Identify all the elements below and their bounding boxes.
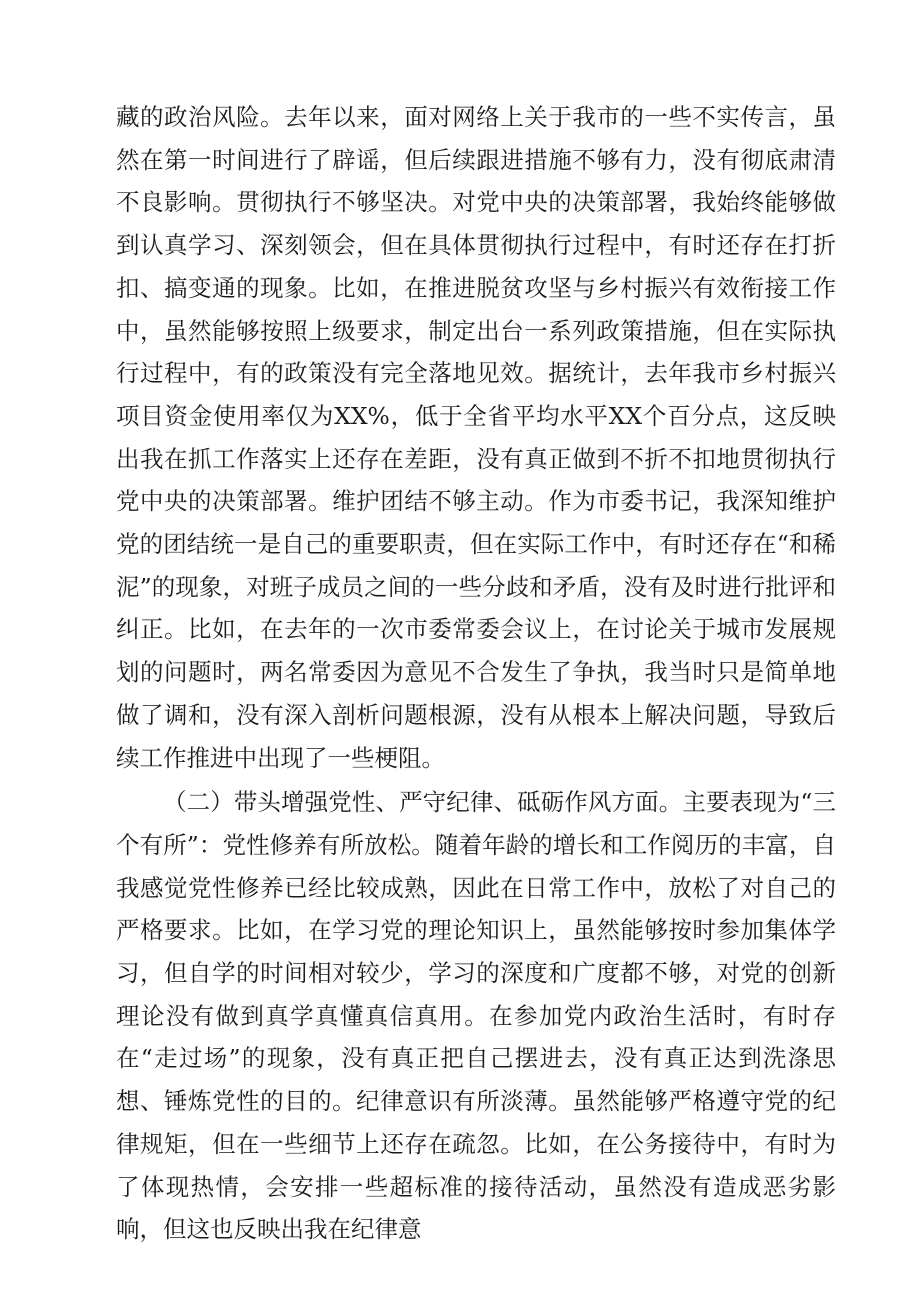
document-page (116, 96, 836, 1251)
paragraph-section-two: （二）带头增强党性、严守纪律、砥砺作风方面。主要表现为“三个有所”：党性修养有所放松。随着年龄的增长和工作阅历的丰富，自我感觉党性修养已经比较成熟，因此在日常工作中，放松了对自己的严格要求。比如，在学习党的理论知识上，虽然能够按时参加集体学习，但自学的时间相对较少，学习的深度和广度都不够，对党的创新理论没有做到真学真懂真信真用。在参加党内政治生活时，有时存在“走过场”的现象，没有真正把自己摆进去，没有真正达到洗涤思想、锤炼党性的目的。纪律意识有所淡薄。虽然能够严格遵守党的纪律规矩，但在一些细节上还存在疏忽。比如，在公务接待中，有时为了体现热情，会安排一些超标准的接待活动，虽然没有造成恶劣影响，但这也反映出我在纪律意 (116, 788, 836, 1244)
paragraph-continuation: 藏的政治风险。去年以来，面对网络上关于我市的一些不实传言，虽然在第一时间进行了辟谣，但后续跟进措施不够有力，没有彻底肃清不良影响。贯彻执行不够坚决。对党中央的决策部署，我始终能够做到认真学习、深刻领会，但在具体贯彻执行过程中，有时还存在打折扣、搞变通的现象。比如，在推进脱贫攻坚与乡村振兴有效衔接工作中，虽然能够按照上级要求，制定出台一系列政策措施，但在实际执行过程中，有的政策没有完全落地见效。据统计，去年我市乡村振兴项目资金使用率仅为XX%，低于全省平均水平XX个百分点，这反映出我在抓工作落实上还存在差距，没有真正做到不折不扣地贯彻执行党中央的决策部署。维护团结不够主动。作为市委书记，我深知维护党的团结统一是自己的重要职责，但在实际工作中，有时还存在“和稀泥”的现象，对班子成员之间的一些分歧和矛盾，没有及时进行批评和纠正。比如，在去年的一次市委常委会议上，在讨论关于城市发展规划的问题时，两名常委因为意见不合发生了争执，我当时只是简单地做了调和，没有深入剖析问题根源，没有从根本上解决问题，导致后续工作推进中出现了一些梗阻。 (116, 103, 836, 772)
